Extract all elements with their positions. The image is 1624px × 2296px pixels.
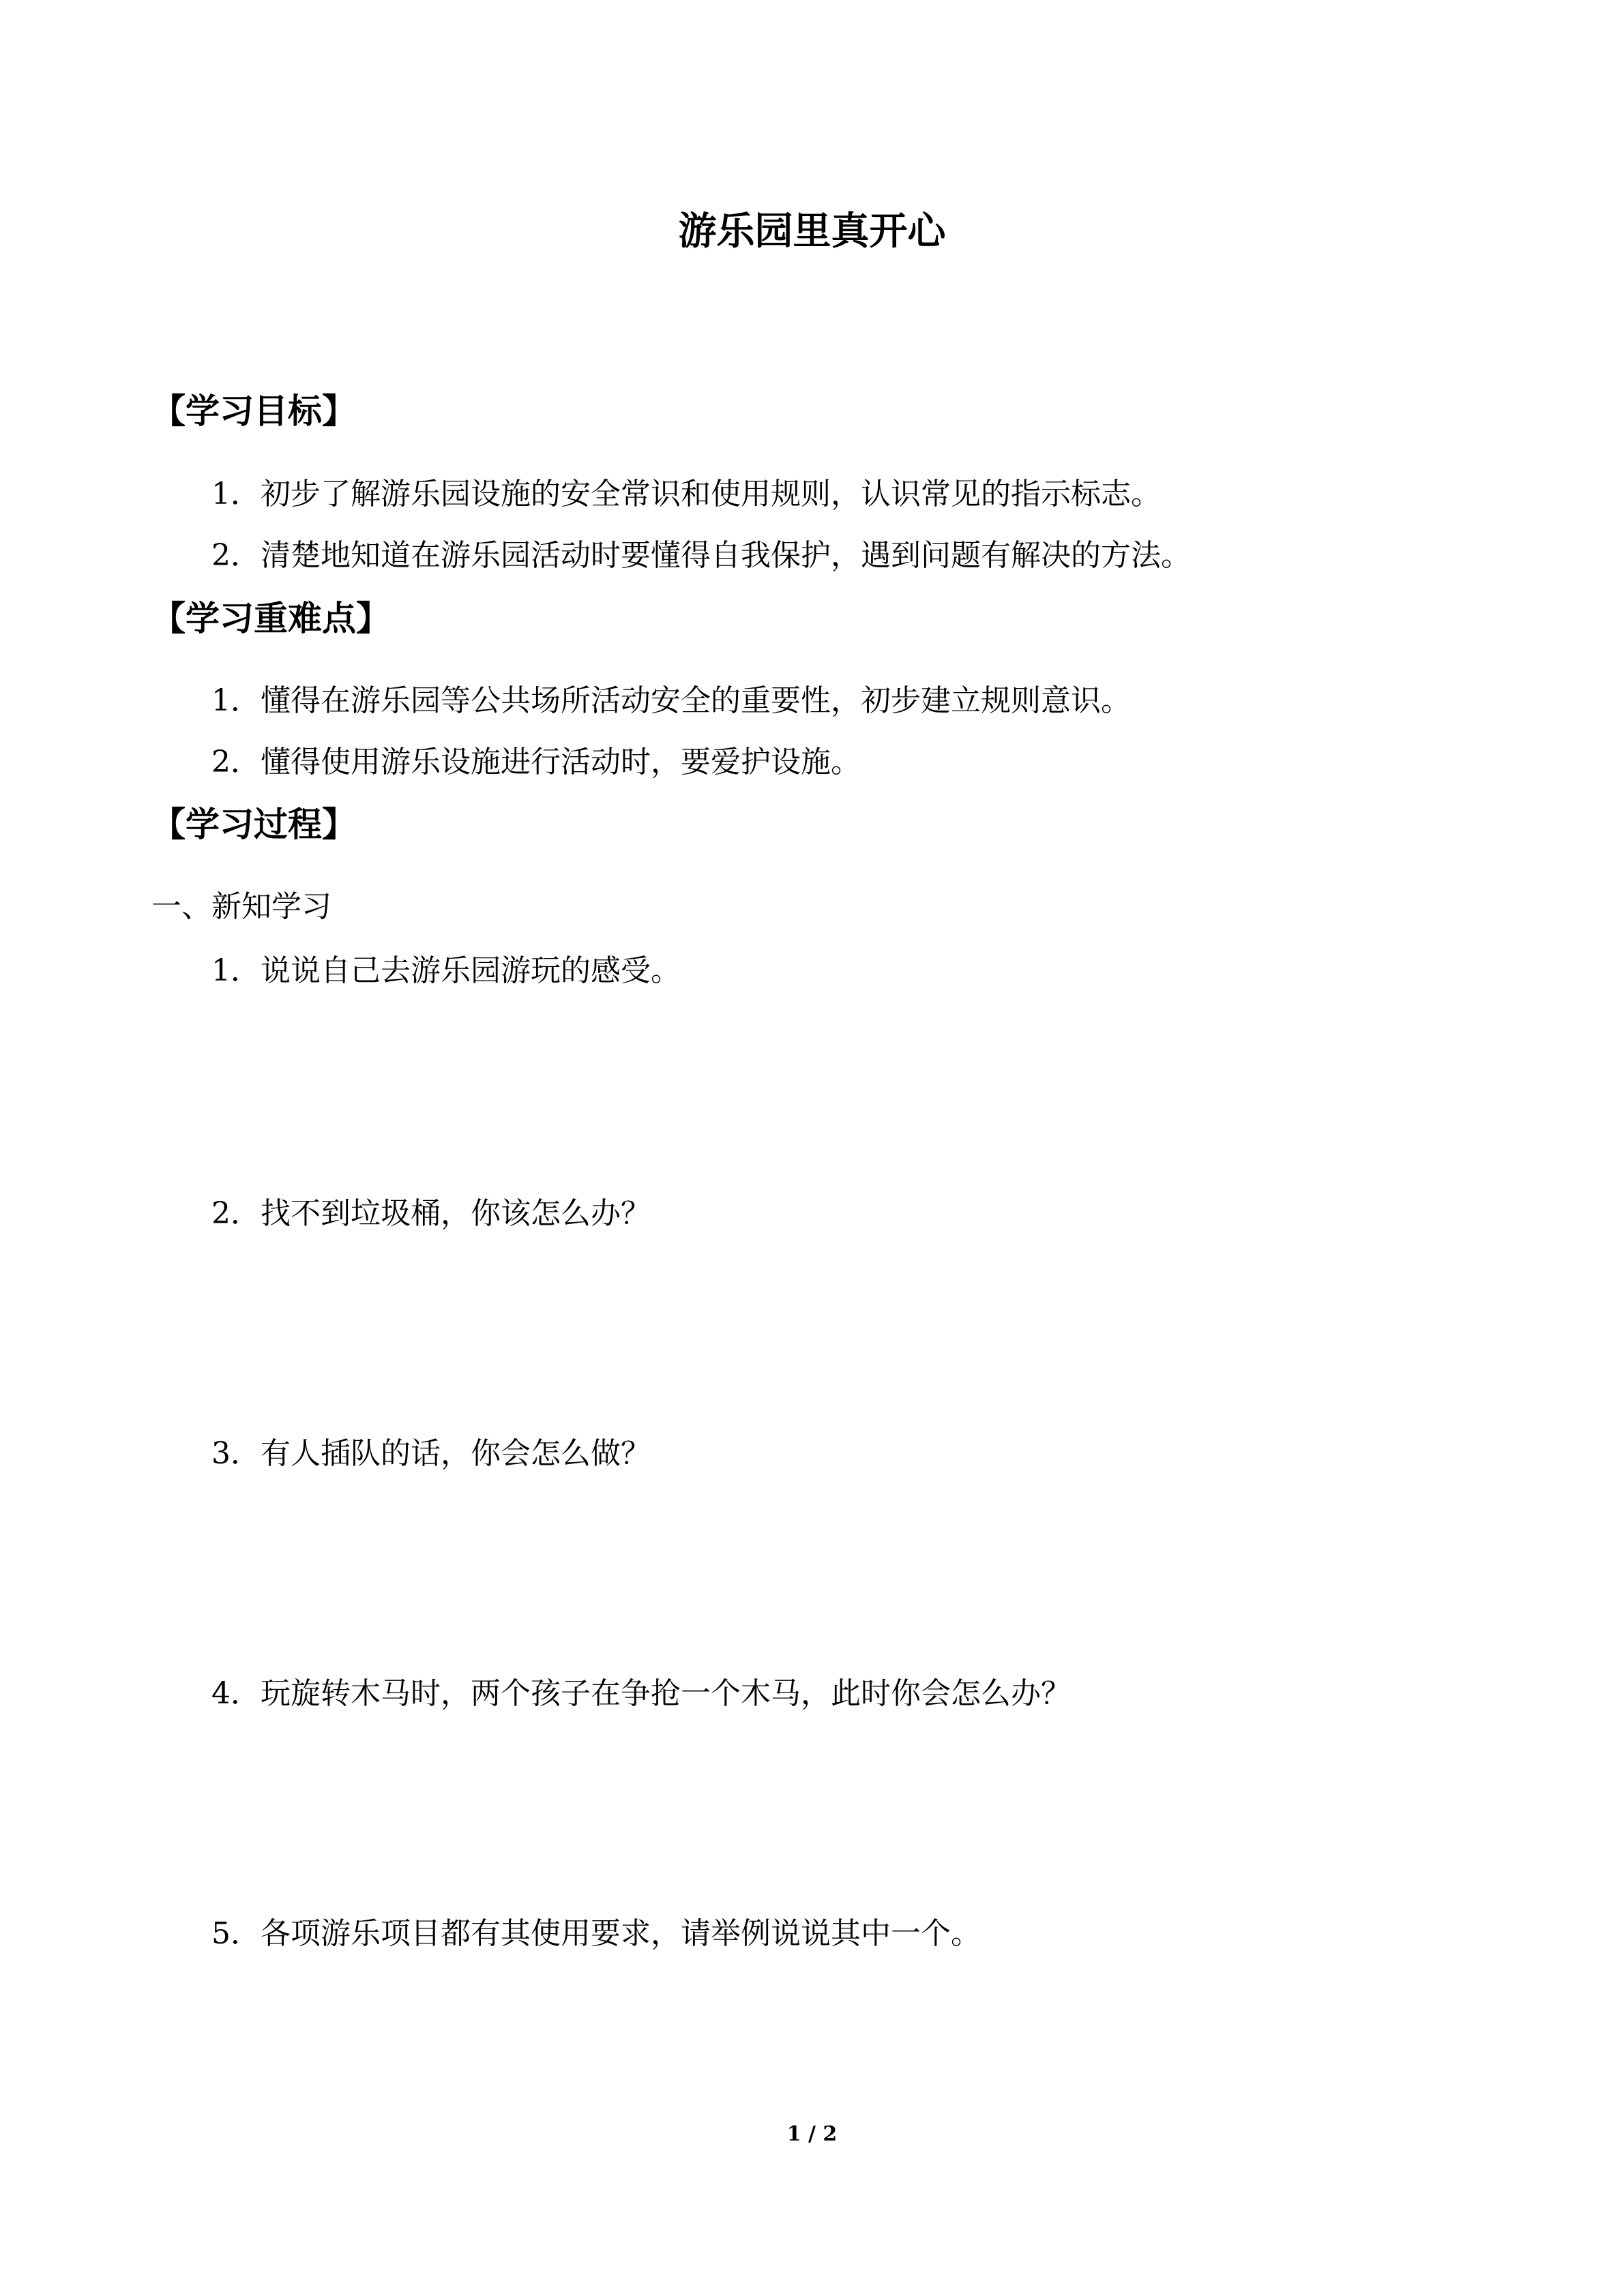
question-item-5: 5．各项游乐项目都有其使用要求，请举例说说其中一个。 — [211, 1916, 981, 1951]
section-heading-objectives: 【学习目标】 — [151, 391, 356, 431]
question-item-2: 2．找不到垃圾桶，你该怎么办？ — [211, 1196, 651, 1231]
objective-item-1: 1．初步了解游乐园设施的安全常识和使用规则，认识常见的指示标志。 — [211, 477, 1161, 511]
objective-item-2: 2．清楚地知道在游乐园活动时要懂得自我保护，遇到问题有解决的方法。 — [211, 538, 1191, 573]
page-number: 1 / 2 — [786, 2122, 838, 2146]
page-title: 游乐园里真开心 — [678, 209, 946, 254]
question-item-1: 1．说说自己去游乐园游玩的感受。 — [211, 953, 681, 988]
section-heading-process: 【学习过程】 — [151, 805, 356, 844]
key-point-item-1: 1．懂得在游乐园等公共场所活动安全的重要性，初步建立规则意识。 — [211, 683, 1131, 718]
section-heading-key-points: 【学习重难点】 — [151, 599, 390, 638]
question-item-3: 3．有人插队的话，你会怎么做？ — [211, 1436, 651, 1471]
key-point-item-2: 2．懂得使用游乐设施进行活动时，要爱护设施。 — [211, 745, 861, 779]
process-subheading: 一、新知学习 — [151, 889, 331, 924]
question-item-4: 4．玩旋转木马时，两个孩子在争抢一个木马，此时你会怎么办？ — [211, 1676, 1071, 1711]
